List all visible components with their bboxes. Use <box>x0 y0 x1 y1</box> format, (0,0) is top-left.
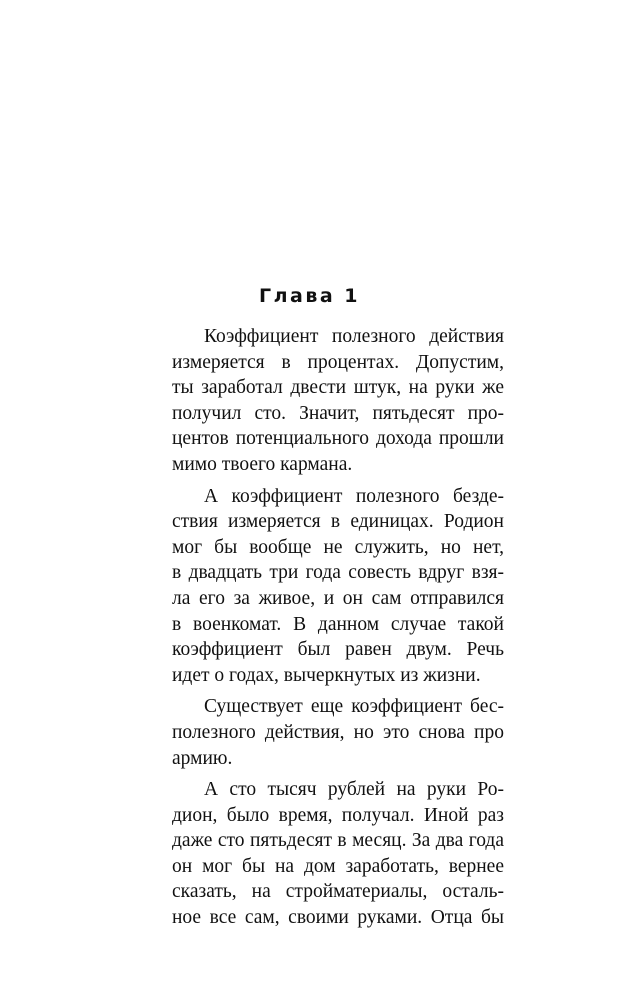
text-line: ты заработал двести штук, на руки же <box>172 377 504 399</box>
text-line: ствия измеряется в единицах. Родион <box>172 511 504 533</box>
text-line: полезного действия, но это снова про <box>172 721 504 743</box>
text-line: измеряется в процентах. Допустим, <box>172 351 504 373</box>
paragraph <box>172 324 504 478</box>
paragraph <box>172 694 504 771</box>
text-line: Существует еще коэффициент бес- <box>204 696 504 718</box>
text-line: Коэффициент полезного действия <box>204 326 504 347</box>
text-line: идет о годах, вычеркнутых из жизни. <box>172 664 481 686</box>
text-line: дион, было время, получал. Иной раз <box>172 804 504 826</box>
text-line: мимо твоего кармана. <box>172 453 353 475</box>
text-line: даже сто пятьдесят в месяц. За два года <box>172 830 504 852</box>
paragraph <box>172 484 504 689</box>
text-line: он мог бы на дом заработать, вернее <box>172 855 504 877</box>
text-line: армию. <box>172 747 233 769</box>
chapter-body <box>172 324 504 937</box>
text-line: сказать, на стройматериалы, осталь- <box>172 881 504 903</box>
text-line: А сто тысяч рублей на руки Ро- <box>204 779 504 801</box>
text-line: в двадцать три года совесть вдруг взя- <box>172 562 504 584</box>
chapter-title: Глава 1 <box>258 285 361 307</box>
text-line: коэффициент был равен двум. Речь <box>172 639 504 661</box>
text-line: в военкомат. В данном случае такой <box>172 613 504 635</box>
text-line: центов потенциального дохода прошли <box>172 428 504 450</box>
text-line: мог бы вообще не служить, но нет, <box>172 536 504 558</box>
text-line: ное все сам, своими руками. Отца бы <box>172 907 504 929</box>
paragraph <box>172 777 504 931</box>
text-line: получил сто. Значит, пятьдесят про- <box>172 402 504 424</box>
text-line: А коэффициент полезного безде- <box>204 485 504 507</box>
text-line: ла его за живое, и он сам отправился <box>172 587 504 609</box>
